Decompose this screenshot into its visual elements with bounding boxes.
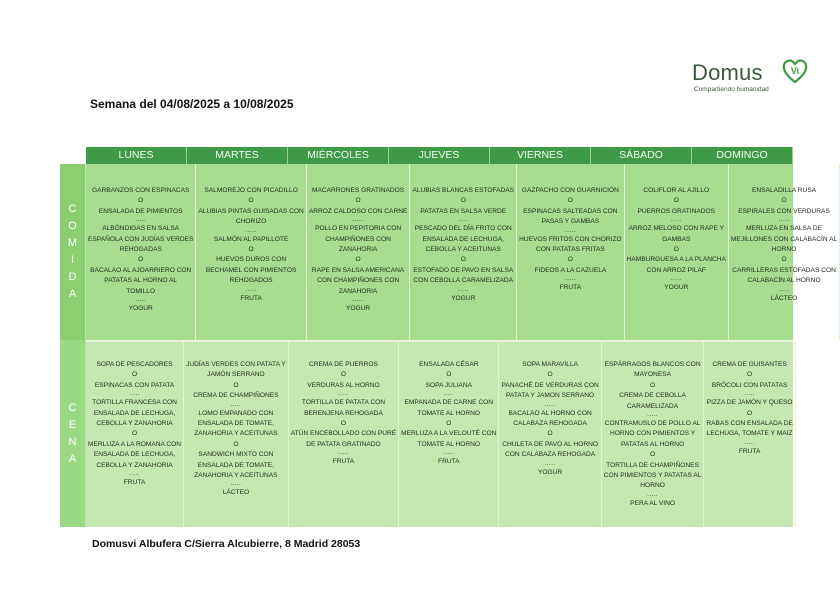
separator: ..... bbox=[245, 227, 257, 234]
dish-line: MERLUZA A LA VELOUTÉ CON bbox=[401, 430, 497, 438]
dish-line: HORNO bbox=[640, 482, 665, 490]
dish-line: MEJILLONES CON CALABACÍN AL bbox=[730, 235, 838, 243]
dish-line: LÁCTEO bbox=[770, 294, 798, 302]
dinner-cell bbox=[184, 342, 289, 527]
meal-label-letter: A bbox=[68, 288, 77, 300]
dish-line: CREMA DE CEBOLLA bbox=[619, 392, 686, 400]
dish-line: ALUBIAS PINTAS GUISADAS CON bbox=[198, 207, 304, 215]
dish-line: CALABACÍN AL HORNO bbox=[747, 277, 821, 285]
dish-line: FRUTA bbox=[240, 294, 262, 302]
dinner-label bbox=[60, 340, 86, 527]
dish-line: PERA AL VINO bbox=[630, 499, 675, 507]
meal-label-letter: I bbox=[70, 254, 75, 266]
week-title: Semana del 04/08/2025 a 10/08/2025 bbox=[90, 97, 294, 111]
dish-line: BERENJENA REHOGADA bbox=[304, 409, 383, 417]
meal-label-letter: A bbox=[68, 452, 77, 465]
dish-line: HORNO bbox=[771, 246, 797, 254]
dish-line: ENSALADA DE PIMIENTOS bbox=[98, 207, 183, 215]
domusvi-logo bbox=[692, 58, 812, 98]
dish-line: FRUTA bbox=[438, 458, 460, 466]
separator: ..... bbox=[564, 227, 576, 234]
dish-line: CON PATATAS FRITAS bbox=[535, 246, 605, 254]
meal-label-letter: E bbox=[68, 418, 77, 431]
dish-line: CREMA DE PUERROS bbox=[309, 361, 378, 368]
separator: ..... bbox=[135, 297, 147, 304]
meal-label-letter: M bbox=[67, 237, 78, 249]
dish-line: ESTOFADO DE PAVO EN SALSA bbox=[413, 266, 514, 274]
dish-line: CREMA DE CHAMPIÑONES bbox=[193, 392, 279, 400]
separator: ..... bbox=[778, 217, 790, 224]
separator: ..... bbox=[129, 391, 140, 398]
footer-address: Domusvi Albufera C/Sierra Alcubierre, 8 Madrid 28053 bbox=[92, 538, 361, 550]
lunch-cell bbox=[196, 164, 306, 340]
dish-line: RABAS CON ENSALADA DE bbox=[706, 420, 793, 428]
dish-line: TORTILLA DE PATATA CON bbox=[301, 399, 385, 407]
dish-line: CEBOLLA Y ACEITUNAS bbox=[425, 246, 501, 254]
dish-line: O bbox=[446, 371, 452, 379]
dish-line: ENSALADA DE TOMATE, bbox=[197, 420, 275, 428]
dish-line: ESPÁRRAGOS BLANCOS CON bbox=[604, 361, 701, 368]
dish-line: O bbox=[567, 256, 573, 264]
dish-line: CON CALABAZA REHOGADA bbox=[505, 451, 596, 459]
dinner-cell bbox=[602, 342, 705, 527]
dish-line: BACALAO AL HORNO CON bbox=[508, 409, 592, 417]
dinner-cell bbox=[289, 342, 399, 527]
dish-line: O bbox=[547, 371, 553, 379]
dish-line: ARROZ CALDOSO CON CARNE bbox=[308, 207, 408, 215]
dish-line: PUERROS GRATINADOS bbox=[637, 207, 716, 215]
dish-line: O bbox=[650, 451, 656, 459]
day-header: DOMINGO bbox=[692, 147, 793, 164]
dish-line: BACALAO AL AJOARRIERO CON bbox=[90, 266, 192, 274]
separator: ..... bbox=[647, 412, 658, 419]
lunch-cell bbox=[729, 164, 840, 340]
dish-line: TOMATE AL HORNO bbox=[417, 440, 481, 448]
separator: ..... bbox=[443, 391, 455, 398]
separator: ..... bbox=[230, 481, 242, 488]
dish-line: CARAMELIZADA bbox=[626, 402, 679, 410]
dish-line: FRUTA bbox=[738, 447, 761, 455]
dish-line: O bbox=[460, 256, 466, 264]
heart-logo-icon bbox=[782, 58, 808, 84]
dish-line: O bbox=[460, 197, 466, 205]
day-header: VIERNES bbox=[490, 147, 591, 164]
dish-line: CON ARROZ PILAF bbox=[646, 266, 706, 274]
dish-line: LÁCTEO bbox=[222, 489, 250, 497]
dish-line: BRÓCOLI CON PATATAS bbox=[711, 381, 788, 389]
dish-line: O bbox=[233, 440, 239, 448]
brand-tagline: Compartiendo humanidad bbox=[694, 86, 769, 93]
dish-line: ESPAÑOLA CON JUDÍAS VERDES bbox=[88, 235, 194, 243]
dish-line: CONTRAMUSLO DE POLLO AL bbox=[604, 420, 701, 428]
lunch-label bbox=[60, 164, 86, 340]
dish-line: O bbox=[138, 256, 144, 264]
dish-line: MAYONESA bbox=[634, 371, 672, 379]
dish-line: ENSALADA DE LECHUGA, bbox=[93, 409, 176, 417]
dish-line: BECHAMEL CON PIMIENTOS bbox=[205, 266, 297, 274]
dish-line: O bbox=[138, 197, 144, 205]
dish-line: GAMBAS bbox=[662, 235, 691, 243]
dinner-cell bbox=[399, 342, 499, 527]
dish-line: JAMÓN SERRANO bbox=[207, 371, 265, 379]
day-header: MARTES bbox=[187, 147, 288, 164]
separator: ..... bbox=[647, 491, 658, 498]
dish-line: O bbox=[248, 197, 254, 205]
dinner-cell bbox=[499, 342, 601, 527]
dish-line: GARBANZOS CON ESPINACAS bbox=[91, 187, 190, 194]
dish-line: LECHUGA, TOMATE Y MAIZ bbox=[706, 430, 793, 438]
dish-line: ALUBIAS BLANCAS ESTOFADAS bbox=[412, 187, 515, 194]
meal-label-letter: D bbox=[68, 271, 77, 283]
meal-label-letter: N bbox=[68, 435, 77, 448]
dish-line: PASAS Y GAMBAS bbox=[541, 218, 600, 226]
dish-line: O bbox=[131, 371, 138, 379]
dish-line: O bbox=[567, 197, 573, 205]
dish-line: HUEVOS DUROS CON bbox=[216, 256, 287, 264]
dinner-cell bbox=[86, 342, 184, 527]
dish-line: YOGUR bbox=[128, 305, 153, 313]
dish-line: TORTILLA FRANCESA CON bbox=[92, 399, 177, 407]
dish-line: PATATAS AL HORNO AL bbox=[104, 277, 178, 285]
dish-line: EMPANADA DE CARNE CON bbox=[404, 399, 494, 407]
day-header: MIÉRCOLES bbox=[288, 147, 389, 164]
dish-line: HORNO CON PIMIENTOS Y bbox=[610, 430, 696, 438]
lunch-cell bbox=[410, 164, 517, 340]
dish-line: CON PIMIENTOS Y PATATAS AL bbox=[603, 472, 702, 480]
dish-line: O bbox=[233, 381, 239, 389]
meal-label-letter: C bbox=[68, 401, 77, 414]
dish-line: FIDEOS A LA CAZUELA bbox=[534, 266, 607, 274]
dish-line: ALBÓNDIGAS EN SALSA bbox=[102, 225, 180, 233]
dish-line: MACARRONES GRATINADOS bbox=[311, 187, 405, 194]
day-header: SÁBADO bbox=[591, 147, 692, 164]
dish-line: POLLO EN PEPITORIA CON bbox=[315, 225, 402, 233]
separator: ..... bbox=[544, 460, 556, 467]
dish-line: O bbox=[673, 246, 679, 254]
separator: ..... bbox=[230, 401, 242, 408]
dish-line: REHOGADOS bbox=[229, 277, 273, 285]
dish-line: O bbox=[340, 420, 347, 428]
separator: ..... bbox=[338, 391, 349, 398]
dish-line: SOPA MARAVILLA bbox=[522, 361, 579, 368]
dish-line: O bbox=[355, 256, 361, 264]
dish-line: CREMA DE GUISANTES bbox=[712, 361, 787, 368]
dish-line: CEBOLLA Y ZANAHORIA bbox=[96, 420, 173, 428]
dish-line: PESCADO DEL DÍA FRITO CON bbox=[414, 225, 512, 233]
day-header-row bbox=[86, 147, 793, 164]
dish-line: ZANAHORIA bbox=[338, 287, 378, 295]
separator: ..... bbox=[670, 217, 682, 224]
dish-line: ZANAHORIA Y ACEITUNAS bbox=[194, 430, 278, 438]
dish-line: SALMÓN AL PAPILLOTE bbox=[213, 235, 289, 243]
dish-line: YOGUR bbox=[664, 284, 689, 292]
day-header: LUNES bbox=[86, 147, 187, 164]
dish-line: LOMO EMPANADO CON bbox=[198, 409, 274, 417]
dish-line: O bbox=[747, 409, 753, 417]
lunch-row bbox=[86, 164, 838, 340]
dish-line: O bbox=[781, 197, 787, 205]
dish-line: MERLUZA EN SALSA DE bbox=[746, 225, 822, 233]
dish-line: CON CEBOLLA CARAMELIZADA bbox=[413, 277, 514, 285]
dish-line: PANACHÉ DE VERDURAS CON bbox=[501, 381, 599, 389]
dish-line: FRUTA bbox=[123, 479, 146, 487]
dish-line: O bbox=[355, 197, 361, 205]
separator: ..... bbox=[457, 217, 469, 224]
dish-line: ESPINACAS SALTEADAS CON bbox=[523, 207, 618, 215]
dinner-cell bbox=[704, 342, 795, 527]
dish-line: ENSALADA DE LECHUGA, bbox=[422, 235, 504, 243]
dish-line: O bbox=[781, 256, 787, 264]
separator: ..... bbox=[564, 276, 576, 283]
separator: ..... bbox=[544, 401, 556, 408]
dish-line: TOMILLO bbox=[126, 287, 156, 295]
dish-line: O bbox=[340, 371, 347, 379]
brand-wordmark: Domus bbox=[692, 60, 763, 85]
dish-line: O bbox=[248, 246, 254, 254]
dish-line: ENSALADA DE LECHUGA, bbox=[93, 451, 176, 459]
dish-line: SALMOREJO CON PICADILLO bbox=[204, 187, 298, 194]
dish-line: O bbox=[673, 197, 679, 205]
lunch-cell bbox=[86, 164, 196, 340]
separator: ..... bbox=[135, 217, 147, 224]
separator: ..... bbox=[443, 450, 455, 457]
lunch-cell bbox=[625, 164, 729, 340]
dish-line: O bbox=[446, 420, 452, 428]
dish-line: CEBOLLA Y ZANAHORIA bbox=[96, 461, 173, 469]
dish-line: ZANAHORIA Y ACEITUNAS bbox=[194, 472, 278, 480]
dish-line: RAPE EN SALSA AMERICANA bbox=[311, 266, 405, 274]
separator: ..... bbox=[129, 471, 140, 478]
dinner-row bbox=[86, 340, 793, 527]
dish-line: ESPIRALES CON VERDURAS bbox=[738, 207, 830, 215]
dish-line: COLIFLOR AL AJILLO bbox=[643, 187, 710, 194]
dish-line: REHOGADAS bbox=[119, 246, 162, 254]
dish-line: YOGUR bbox=[346, 305, 371, 313]
dish-line: O bbox=[650, 381, 656, 389]
dish-line: O bbox=[131, 430, 138, 438]
dish-line: CALABAZA REHOGADA bbox=[513, 420, 587, 428]
separator: ..... bbox=[245, 286, 257, 293]
dish-line: FRUTA bbox=[332, 458, 355, 466]
dish-line: CHORIZO bbox=[235, 218, 267, 226]
dish-line: CARRILLERAS ESTOFADAS CON bbox=[732, 266, 836, 274]
dish-line: ENSALADA CÉSAR bbox=[419, 361, 479, 368]
dish-line: PATATAS AL HORNO bbox=[620, 440, 685, 448]
lunch-cell bbox=[517, 164, 624, 340]
lunch-cell bbox=[307, 164, 411, 340]
separator: ..... bbox=[352, 297, 364, 304]
dish-line: ZANAHORIA bbox=[338, 246, 378, 254]
dish-line: PATATAS EN SALSA VERDE bbox=[420, 207, 507, 215]
meal-label-letter: O bbox=[68, 220, 77, 232]
weekly-menu-table bbox=[60, 147, 838, 527]
separator: ..... bbox=[778, 286, 790, 293]
dish-line: GAZPACHO CON GUARNICIÓN bbox=[521, 187, 619, 194]
dish-line: CHULETA DE PAVO AL HORNO bbox=[502, 440, 598, 448]
dish-line: DE PATATA GRATINADO bbox=[306, 440, 381, 448]
dish-line: YOGUR bbox=[451, 294, 476, 302]
dish-line: CON CHAMPIÑONES CON bbox=[317, 277, 400, 285]
separator: ..... bbox=[457, 286, 469, 293]
dish-line: JUDÍAS VERDES CON PATATA Y bbox=[186, 361, 286, 368]
dish-line: ESPINACAS CON PATATA bbox=[94, 381, 175, 389]
dish-line: ARROZ MELOSO CON RAPE Y bbox=[628, 225, 725, 233]
separator: ..... bbox=[744, 391, 756, 398]
dish-line: ENSALADILLA RUSA bbox=[751, 187, 817, 194]
dish-line: FRUTA bbox=[559, 284, 582, 292]
separator: ..... bbox=[670, 276, 682, 283]
day-header: JUEVES bbox=[389, 147, 490, 164]
dish-line: TOMATE AL HORNO bbox=[417, 409, 481, 417]
dish-line: CHAMPIÑONES CON bbox=[325, 235, 391, 243]
dish-line: ENSALADA DE TOMATE, bbox=[197, 461, 275, 469]
dish-line: VERDURAS AL HORNO bbox=[307, 381, 380, 389]
dish-line: ATÚN ENCEBOLLADO CON PURÉ bbox=[290, 430, 397, 438]
dish-line: PATATA Y JAMON SERRANO bbox=[506, 392, 595, 400]
dish-line: TORTILLA DE CHAMPIÑONES bbox=[606, 461, 699, 469]
dish-line: SOPA DE PESCADORES bbox=[96, 361, 173, 368]
dish-line: HAMBURGUESA A LA PLANCHA bbox=[626, 256, 726, 264]
separator: ..... bbox=[338, 450, 349, 457]
dish-line: O bbox=[547, 430, 553, 438]
separator: ..... bbox=[352, 217, 364, 224]
dish-line: SANDWICH MIXTO CON bbox=[198, 451, 274, 459]
brand-mark-letter: Vi bbox=[790, 66, 800, 76]
dish-line: MERLUZA A LA ROMANA CON bbox=[88, 440, 182, 448]
dish-line: HUEVOS FRITOS CON CHORIZO bbox=[519, 235, 622, 243]
dish-line: O bbox=[747, 371, 753, 379]
meal-label-letter: C bbox=[68, 203, 77, 215]
dish-line: SOPA JULIANA bbox=[425, 381, 472, 389]
separator: ..... bbox=[744, 439, 756, 446]
dish-line: PIZZA DE JAMÓN Y QUESO bbox=[706, 399, 793, 407]
dish-line: YOGUR bbox=[538, 468, 563, 476]
